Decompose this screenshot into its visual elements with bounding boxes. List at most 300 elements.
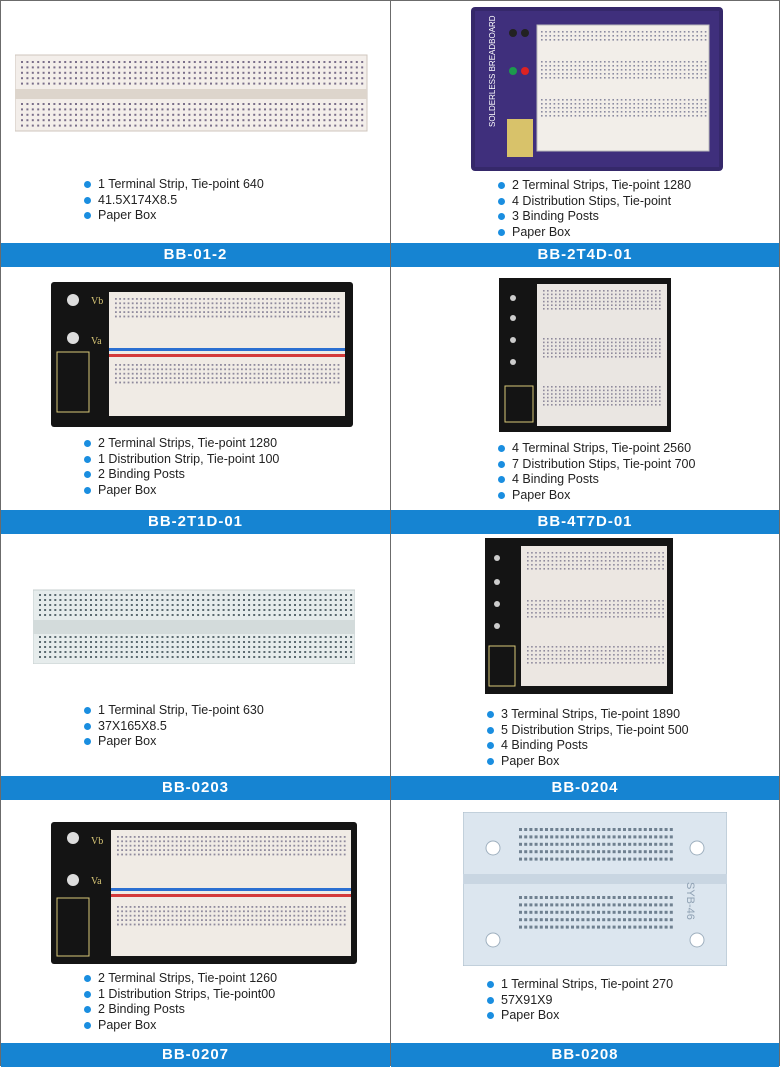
hole <box>629 77 631 79</box>
hole <box>688 107 690 109</box>
hole <box>161 651 163 653</box>
hole <box>317 307 319 309</box>
model-label: BB-2T4D-01 <box>391 243 779 267</box>
hole <box>280 103 282 105</box>
hole <box>312 302 314 304</box>
hole <box>318 125 320 127</box>
hole <box>642 564 644 566</box>
hole <box>334 108 336 110</box>
hole <box>218 636 220 638</box>
hole <box>556 600 558 602</box>
hole <box>140 66 142 68</box>
hole <box>692 65 694 67</box>
hole <box>191 368 193 370</box>
hole <box>277 906 279 908</box>
hole <box>218 604 220 606</box>
hole <box>260 840 262 842</box>
hole <box>338 311 340 313</box>
hole <box>277 836 279 838</box>
hole <box>548 556 550 558</box>
hole <box>619 393 621 395</box>
hole <box>242 77 244 79</box>
hole <box>172 845 174 847</box>
hole <box>191 373 193 375</box>
hole <box>596 39 598 41</box>
hole <box>329 382 331 384</box>
hole <box>602 918 605 921</box>
hole <box>643 342 645 344</box>
hole <box>630 612 632 614</box>
hole <box>663 115 665 117</box>
hole <box>543 397 545 399</box>
hole <box>659 290 661 292</box>
hole <box>549 111 551 113</box>
hole <box>535 896 538 899</box>
hole <box>264 119 266 121</box>
hole <box>583 304 585 306</box>
hole <box>269 108 271 110</box>
hole <box>340 599 342 601</box>
hole <box>675 107 677 109</box>
hole <box>634 662 636 664</box>
hole <box>146 651 148 653</box>
hole <box>157 368 159 370</box>
hole <box>194 61 196 63</box>
hole <box>280 108 282 110</box>
hole <box>604 31 606 33</box>
hole <box>97 108 99 110</box>
hole <box>566 115 568 117</box>
hole <box>186 377 188 379</box>
hole <box>242 114 244 116</box>
hole <box>39 641 41 643</box>
hole <box>75 636 77 638</box>
hole <box>631 301 633 303</box>
hole <box>600 103 602 105</box>
hole <box>172 119 174 121</box>
hole <box>595 304 597 306</box>
hole <box>558 69 560 71</box>
hole <box>224 368 226 370</box>
hole <box>149 364 151 366</box>
hole <box>638 39 640 41</box>
hole <box>184 924 186 926</box>
hole <box>607 850 610 853</box>
hole <box>184 849 186 851</box>
hole <box>100 604 102 606</box>
hole <box>105 646 107 648</box>
hole <box>131 614 133 616</box>
hole <box>344 840 346 842</box>
hole <box>545 39 547 41</box>
hole <box>625 658 627 660</box>
hole <box>600 115 602 117</box>
bullet-icon <box>84 1006 91 1013</box>
hole <box>214 836 216 838</box>
hole <box>556 564 558 566</box>
hole <box>543 552 545 554</box>
hole <box>125 915 127 917</box>
hole <box>296 373 298 375</box>
hole <box>617 560 619 562</box>
hole <box>48 72 50 74</box>
hole <box>650 662 652 664</box>
hole <box>70 594 72 596</box>
hole <box>650 658 652 660</box>
hole <box>117 924 119 926</box>
hole <box>555 349 557 351</box>
hole <box>601 616 603 618</box>
hole <box>275 83 277 85</box>
hole <box>224 316 226 318</box>
hole <box>555 903 558 906</box>
hole <box>291 382 293 384</box>
hole <box>243 599 245 601</box>
hole <box>633 926 636 929</box>
hole <box>595 338 597 340</box>
hole <box>220 302 222 304</box>
hole <box>102 125 104 127</box>
hole <box>663 99 665 101</box>
hole <box>142 845 144 847</box>
hole <box>605 564 607 566</box>
hole <box>291 66 293 68</box>
hole <box>570 73 572 75</box>
hole <box>129 103 131 105</box>
hole <box>633 103 635 105</box>
hole <box>136 614 138 616</box>
hole <box>350 72 352 74</box>
hole <box>663 35 665 37</box>
hole <box>289 614 291 616</box>
hole <box>116 614 118 616</box>
hole <box>242 61 244 63</box>
hole <box>325 614 327 616</box>
hole <box>583 77 585 79</box>
hole <box>611 390 613 392</box>
hole <box>551 345 553 347</box>
hole <box>531 650 533 652</box>
hole <box>563 390 565 392</box>
hole <box>580 600 582 602</box>
hole <box>647 390 649 392</box>
hole <box>633 69 635 71</box>
hole <box>571 858 574 861</box>
hole <box>562 99 564 101</box>
hole <box>151 83 153 85</box>
hole <box>260 836 262 838</box>
hole <box>579 345 581 347</box>
hole <box>221 83 223 85</box>
hole <box>638 69 640 71</box>
hole <box>131 594 133 596</box>
hole <box>258 382 260 384</box>
hole <box>306 915 308 917</box>
hole <box>178 66 180 68</box>
hole <box>183 119 185 121</box>
hole <box>549 73 551 75</box>
hole <box>195 298 197 300</box>
spec-item: Paper Box <box>83 1018 277 1034</box>
hole <box>650 77 652 79</box>
hole <box>340 915 342 917</box>
hole <box>222 919 224 921</box>
hole <box>659 349 661 351</box>
hole <box>587 290 589 292</box>
hole <box>680 39 682 41</box>
hole <box>248 66 250 68</box>
hole <box>195 311 197 313</box>
hole <box>696 35 698 37</box>
hole <box>224 377 226 379</box>
hole <box>591 349 593 351</box>
hole <box>587 99 589 101</box>
hole <box>97 83 99 85</box>
hole <box>547 304 549 306</box>
hole <box>604 69 606 71</box>
hole <box>655 338 657 340</box>
hole <box>692 115 694 117</box>
hole <box>202 594 204 596</box>
hole <box>248 119 250 121</box>
hole <box>621 99 623 101</box>
hole <box>214 840 216 842</box>
hole <box>205 915 207 917</box>
hole <box>646 69 648 71</box>
hole <box>188 845 190 847</box>
hole <box>350 114 352 116</box>
hole <box>575 69 577 71</box>
hole <box>279 651 281 653</box>
hole <box>283 373 285 375</box>
hole <box>184 906 186 908</box>
hole <box>340 924 342 926</box>
hole <box>535 926 538 929</box>
hole <box>228 656 230 658</box>
hole <box>593 662 595 664</box>
hole <box>345 114 347 116</box>
hole <box>281 836 283 838</box>
hole <box>115 364 117 366</box>
spec-item: 1 Distribution Strip, Tie-point 100 <box>83 452 279 468</box>
bullet-icon <box>487 997 494 1004</box>
hole <box>575 77 577 79</box>
hole <box>618 903 621 906</box>
hole <box>85 609 87 611</box>
hole <box>138 854 140 856</box>
hole <box>235 910 237 912</box>
hole <box>659 61 661 63</box>
hole <box>630 600 632 602</box>
hole <box>684 31 686 33</box>
hole <box>95 651 97 653</box>
hole <box>701 107 703 109</box>
hole <box>323 910 325 912</box>
hole <box>551 338 553 340</box>
hole <box>302 906 304 908</box>
hole <box>621 646 623 648</box>
hole <box>121 599 123 601</box>
hole <box>167 656 169 658</box>
hole <box>566 61 568 63</box>
hole <box>647 356 649 358</box>
hole <box>314 840 316 842</box>
hole <box>249 311 251 313</box>
hole <box>141 604 143 606</box>
hole <box>183 83 185 85</box>
hole <box>138 845 140 847</box>
hole <box>658 608 660 610</box>
hole <box>545 896 548 899</box>
hole <box>153 307 155 309</box>
hole <box>323 72 325 74</box>
model-label: BB-0207 <box>1 1043 390 1067</box>
hole <box>146 915 148 917</box>
hole <box>116 594 118 596</box>
hole <box>228 609 230 611</box>
hole <box>321 368 323 370</box>
hole <box>197 641 199 643</box>
hole <box>634 560 636 562</box>
hole <box>547 297 549 299</box>
hole <box>602 835 605 838</box>
hole <box>556 612 558 614</box>
hole <box>232 103 234 105</box>
hole <box>97 61 99 63</box>
hole <box>643 301 645 303</box>
hole <box>321 364 323 366</box>
hole <box>216 316 218 318</box>
hole <box>129 77 131 79</box>
hole <box>284 614 286 616</box>
hole <box>601 646 603 648</box>
hole <box>541 111 543 113</box>
hole <box>340 103 342 105</box>
hole <box>26 72 28 74</box>
hole <box>223 614 225 616</box>
hole <box>566 111 568 113</box>
hole <box>134 906 136 908</box>
hole <box>142 840 144 842</box>
hole <box>650 646 652 648</box>
hole <box>205 125 207 127</box>
hole <box>529 911 532 914</box>
hole <box>193 854 195 856</box>
hole <box>551 308 553 310</box>
model-label: BB-01-2 <box>1 243 390 267</box>
hole <box>309 614 311 616</box>
hole <box>589 556 591 558</box>
hole <box>134 66 136 68</box>
hole <box>535 646 537 648</box>
hole <box>548 604 550 606</box>
hole <box>220 377 222 379</box>
hole <box>54 604 56 606</box>
hole <box>560 568 562 570</box>
hole <box>287 311 289 313</box>
hole <box>613 646 615 648</box>
hole <box>665 903 668 906</box>
hole <box>291 302 293 304</box>
hole <box>241 364 243 366</box>
hole <box>571 918 574 921</box>
hole <box>105 599 107 601</box>
hole <box>253 614 255 616</box>
hole <box>600 65 602 67</box>
hole <box>320 641 322 643</box>
hole <box>654 69 656 71</box>
hole <box>256 924 258 926</box>
hole <box>126 651 128 653</box>
hole <box>253 656 255 658</box>
hole <box>658 662 660 664</box>
hole <box>85 594 87 596</box>
hole <box>591 115 593 117</box>
hole <box>323 66 325 68</box>
hole <box>675 73 677 75</box>
hole <box>176 919 178 921</box>
hole <box>607 308 609 310</box>
hole <box>643 356 645 358</box>
hole <box>567 349 569 351</box>
hole <box>335 910 337 912</box>
hole <box>541 107 543 109</box>
hole <box>335 836 337 838</box>
hole <box>615 308 617 310</box>
hole <box>356 103 358 105</box>
hole <box>650 612 652 614</box>
hole <box>102 72 104 74</box>
hole <box>658 600 660 602</box>
hole <box>601 552 603 554</box>
hole <box>596 61 598 63</box>
hole <box>307 61 309 63</box>
hole <box>344 854 346 856</box>
hole <box>591 107 593 109</box>
hole <box>597 604 599 606</box>
hole <box>654 654 656 656</box>
hole <box>599 308 601 310</box>
hole <box>591 386 593 388</box>
hole <box>568 568 570 570</box>
hole <box>325 311 327 313</box>
hole <box>549 99 551 101</box>
hole <box>670 843 673 846</box>
hole <box>191 377 193 379</box>
hole <box>587 39 589 41</box>
hole <box>647 349 649 351</box>
hole <box>314 915 316 917</box>
hole <box>39 594 41 596</box>
hole <box>671 61 673 63</box>
hole <box>659 352 661 354</box>
hole <box>627 297 629 299</box>
hole <box>331 849 333 851</box>
hole <box>638 77 640 79</box>
hole <box>285 854 287 856</box>
hole <box>638 600 640 602</box>
hole <box>121 651 123 653</box>
hole <box>151 614 153 616</box>
hole <box>701 39 703 41</box>
hole <box>202 609 204 611</box>
hole <box>580 564 582 566</box>
hole <box>564 604 566 606</box>
hole <box>141 609 143 611</box>
hole <box>274 646 276 648</box>
hole <box>646 560 648 562</box>
hole <box>149 377 151 379</box>
